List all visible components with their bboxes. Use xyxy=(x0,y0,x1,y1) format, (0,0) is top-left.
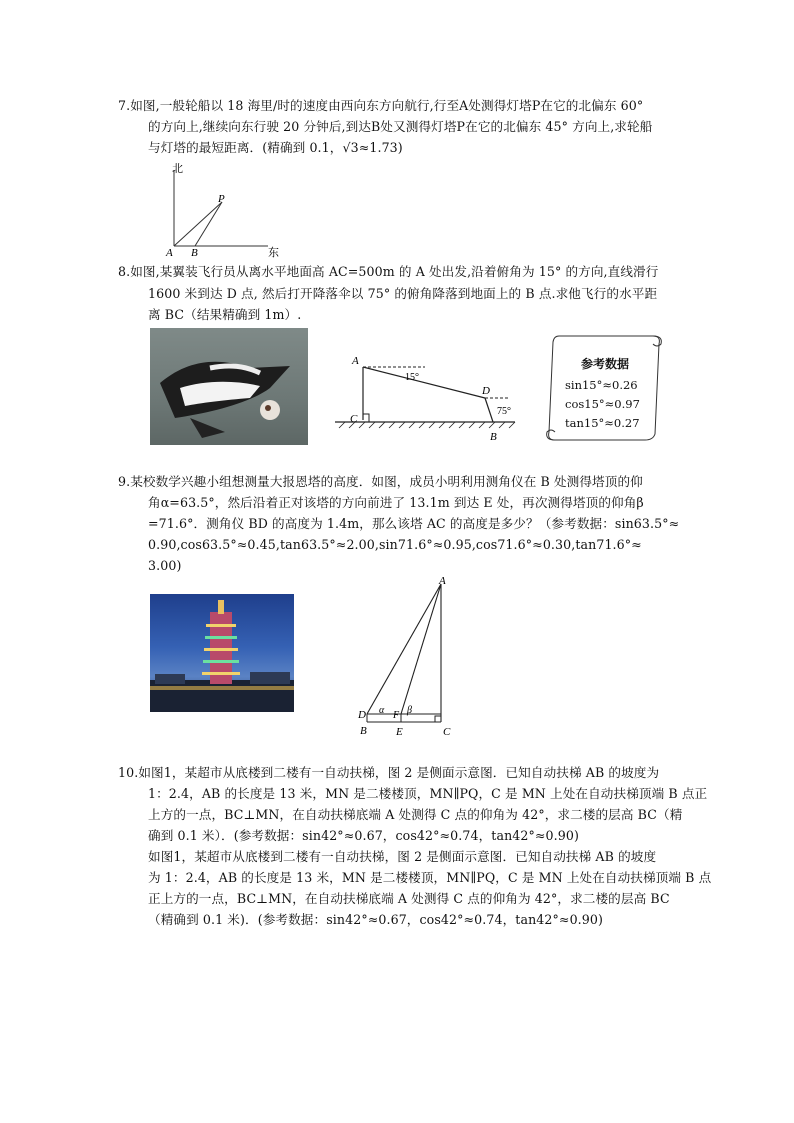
reference-sin15: sin15°≈0.26 xyxy=(565,378,638,392)
label-C: C xyxy=(443,726,451,738)
label-B: B xyxy=(490,431,497,443)
q9-line-2: 角α=63.5°，然后沿着正对该塔的方向前进了 13.1m 到达 E 处，再次测得塔顶的仰角β xyxy=(148,495,644,510)
wingsuit-illustration xyxy=(150,328,308,445)
q10-line-3: 上方的一点，BC⊥MN，在自动扶梯底端 A 处测得 C 点的仰角为 42°，求二楼的层高 BC（精 xyxy=(148,807,683,822)
reference-cos15: cos15°≈0.97 xyxy=(565,397,640,411)
q10-line-4: 确到 0.1 米）．(参考数据：sin42°≈0.67，cos42°≈0.74，tan42°≈0.90) xyxy=(148,828,580,843)
label-B: B xyxy=(191,247,198,259)
tower-photo xyxy=(150,594,294,712)
segment-AP xyxy=(174,202,222,246)
label-A: A xyxy=(439,575,446,587)
label-alpha: α xyxy=(379,705,385,716)
q7-line-3: 与灯塔的最短距离．(精确到 0.1，√3≈1.73) xyxy=(148,140,403,155)
label-east: 东 xyxy=(268,247,279,259)
q8-diagram xyxy=(335,340,525,445)
label-C: C xyxy=(350,413,358,425)
q8-line-3: 离 BC（结果精确到 1m）. xyxy=(148,307,302,322)
pagoda xyxy=(202,600,240,684)
q10-line-2: 1：2.4，AB 的长度是 13 米，MN 是二楼楼顶，MN∥PQ，C 是 MN 上处在自动扶梯顶端 B 点正 xyxy=(148,786,708,801)
q10-line-8: （精确到 0.1 米)．(参考数据：sin42°≈0.67，cos42°≈0.74，tan42°≈0.90) xyxy=(148,912,604,927)
label-beta: β xyxy=(407,705,412,716)
q7-figure xyxy=(160,160,285,260)
label-A: A xyxy=(352,355,359,367)
q9-diagram xyxy=(355,572,465,740)
label-15-degrees: 15° xyxy=(405,372,419,383)
q9-line-5: 3.00) xyxy=(148,558,182,573)
label-north: 北 xyxy=(172,163,183,175)
segment-BP xyxy=(195,202,222,246)
q8-line-2: 1600 米到达 D 点, 然后打开降落伞以 75° 的俯角降落到地面上的 B 点.求他飞行的水平距 xyxy=(148,286,658,301)
q9-line-1: 9.某校数学兴趣小组想测量大报恩塔的高度．如图，成员小明利用测角仪在 B 处测得塔顶的仰 xyxy=(118,474,643,489)
label-D: D xyxy=(482,385,490,397)
q10-line-7: 正上方的一点，BC⊥MN，在自动扶梯底端 A 处测得 C 点的仰角为 42°，求二楼的层高 BC xyxy=(148,891,670,906)
segment-DB xyxy=(485,398,493,422)
q7-line-2: 的方向上,继续向东行驶 20 分钟后,到达B处又测得灯塔P在它的北偏东 45° 方向上,求轮船 xyxy=(148,119,653,134)
q10-line-5: 如图1，某超市从底楼到二楼有一自动扶梯，图 2 是侧面示意图．已知自动扶梯 AB 的坡度 xyxy=(148,849,657,864)
label-D: D xyxy=(358,709,366,721)
segment-DA xyxy=(367,584,441,714)
segment-AD xyxy=(363,367,485,398)
wingsuit-photo xyxy=(150,328,308,445)
segment-FA xyxy=(401,584,441,714)
right-angle-C xyxy=(435,716,441,722)
reference-tan15: tan15°≈0.27 xyxy=(565,416,640,430)
q9-line-3: =71.6°．测角仪 BD 的高度为 1.4m，那么该塔 AC 的高度是多少？（参考数据：sin63.5°≈ xyxy=(148,516,680,531)
tower-illustration xyxy=(150,594,294,712)
label-75-degrees: 75° xyxy=(497,406,511,417)
q9-line-4: 0.90,cos63.5°≈0.45,tan63.5°≈2.00,sin71.6°≈0.95,cos71.6°≈0.30,tan71.6°≈ xyxy=(148,537,642,552)
reference-rows xyxy=(565,376,640,433)
q10-line-1: 10.如图1，某超市从底楼到二楼有一自动扶梯，图 2 是侧面示意图．已知自动扶梯 AB 的坡度为 xyxy=(118,765,660,780)
q8-line-1: 8.如图,某翼装飞行员从离水平地面高 AC=500m 的 A 处出发,沿着俯角为 15° 的方向,直线滑行 xyxy=(118,264,659,279)
label-P: P xyxy=(218,193,225,205)
label-B: B xyxy=(360,725,367,737)
label-A: A xyxy=(166,247,173,259)
ground-hatching xyxy=(339,422,515,428)
reference-title: 参考数据 xyxy=(580,357,629,371)
label-E: E xyxy=(396,726,403,738)
q10-line-6: 为 1：2.4，AB 的长度是 13 米，MN 是二楼楼顶，MN∥PQ，C 是 MN 上处在自动扶梯顶端 B 点 xyxy=(148,870,712,885)
label-F: F xyxy=(393,710,400,721)
right-angle-C xyxy=(363,414,369,422)
q7-line-1: 7.如图,一般轮船以 18 海里/时的速度由西向东方向航行,行至A处测得灯塔P在它的北偏东 60° xyxy=(118,98,644,113)
